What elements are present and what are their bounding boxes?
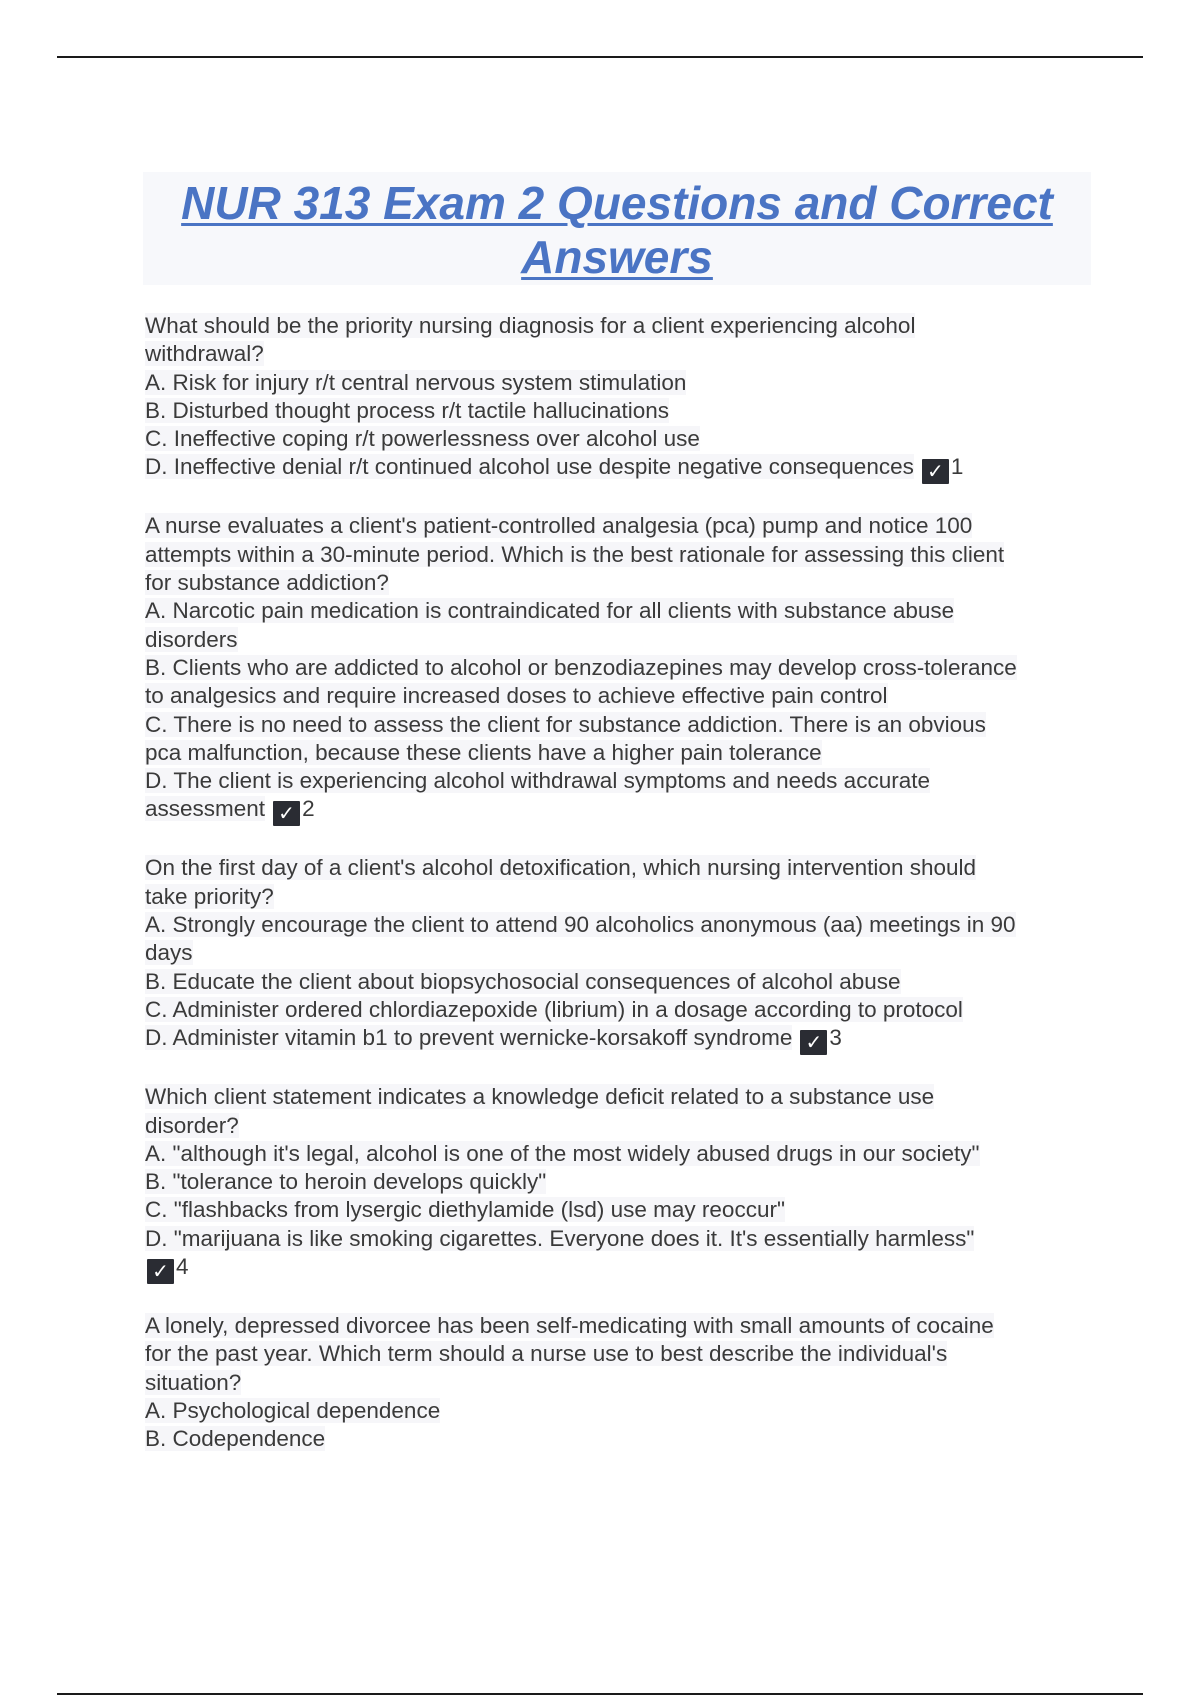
option-d: D. Ineffective denial r/t continued alcohol use despite negative consequences ✓ 1: [145, 454, 964, 484]
answer-number: 1: [950, 454, 964, 480]
option-c: C. There is no need to assess the client for substance addiction. There is an obvious: [145, 711, 986, 737]
option-a: A. "although it's legal, alcohol is one of the most widely abused drugs in our society": [145, 1140, 980, 1166]
option-b: B. Educate the client about biopsychosocial consequences of alcohol abuse: [145, 968, 901, 994]
answer-line: [145, 1253, 1090, 1284]
option-b: B. Clients who are addicted to alcohol or benzodiazepines may develop cross-tolerance: [145, 654, 1017, 680]
page-title: [143, 172, 1091, 284]
question-stem-line: take priority?: [145, 883, 274, 909]
question-stem-line: On the first day of a client's alcohol detoxification, which nursing intervention should: [145, 855, 977, 881]
footer-rule: [57, 1693, 1143, 1695]
option-c-continued: pca malfunction, because these clients have a higher pain tolerance: [145, 739, 822, 765]
option-c: C. Ineffective coping r/t powerlessness over alcohol use: [145, 426, 700, 452]
option-d: D. Administer vitamin b1 to prevent wernicke-korsakoff syndrome ✓ 3: [145, 1025, 842, 1055]
answer-number: 2: [302, 796, 315, 822]
question-stem-line: withdrawal?: [145, 341, 264, 367]
option-b: B. Codependence: [145, 1426, 326, 1452]
question-stem-line: for substance addiction?: [145, 570, 389, 596]
title-line-1: NUR 313 Exam 2 Questions and Correct: [181, 177, 1053, 229]
option-b-continued: to analgesics and require increased doses to achieve effective pain control: [145, 683, 888, 709]
option-a-continued: disorders: [145, 626, 238, 652]
option-a: A. Strongly encourage the client to attend 90 alcoholics anonymous (aa) meetings in 90: [145, 912, 1016, 938]
check-box-icon: ✓: [800, 1030, 827, 1055]
option-b: B. "tolerance to heroin develops quickly": [145, 1169, 547, 1195]
check-box-icon: ✓: [922, 459, 949, 484]
question-stem-line: A nurse evaluates a client's patient-controlled analgesia (pca) pump and notice 100: [145, 513, 973, 539]
title-box: [143, 172, 1091, 285]
option-a-continued: days: [145, 940, 193, 966]
question-4: [145, 1083, 1090, 1284]
option-b: B. Disturbed thought process r/t tactile hallucinations: [145, 397, 670, 423]
option-d: D. "marijuana is like smoking cigarettes. Everyone does it. It's essentially harmless": [145, 1225, 975, 1251]
check-box-icon: ✓: [147, 1259, 174, 1284]
question-list: [145, 312, 1090, 1482]
question-2: [145, 512, 1090, 826]
option-c: C. "flashbacks from lysergic diethylamide (lsd) use may reoccur": [145, 1197, 785, 1223]
question-stem-line: disorder?: [145, 1112, 239, 1138]
question-3: [145, 854, 1090, 1055]
answer-number: 4: [176, 1254, 189, 1280]
option-c: C. Administer ordered chlordiazepoxide (librium) in a dosage according to protocol: [145, 996, 963, 1022]
answer-number: 3: [829, 1025, 842, 1051]
question-stem-line: for the past year. Which term should a nurse use to best describe the individual's: [145, 1341, 948, 1367]
option-d: D. The client is experiencing alcohol withdrawal symptoms and needs accurate: [145, 768, 930, 794]
question-stem-line: A lonely, depressed divorcee has been self-medicating with small amounts of cocaine: [145, 1313, 994, 1339]
header-rule: [57, 56, 1143, 58]
question-stem-line: situation?: [145, 1369, 242, 1395]
question-1: [145, 312, 1090, 484]
option-a: A. Narcotic pain medication is contraindicated for all clients with substance abuse: [145, 598, 955, 624]
question-5: [145, 1312, 1090, 1453]
option-a: A. Risk for injury r/t central nervous system stimulation: [145, 369, 687, 395]
option-a: A. Psychological dependence: [145, 1397, 441, 1423]
question-stem-line: Which client statement indicates a knowledge deficit related to a substance use: [145, 1084, 935, 1110]
check-box-icon: ✓: [273, 801, 300, 826]
title-line-2: Answers: [521, 231, 713, 283]
option-d-continued: assessment ✓ 2: [145, 796, 315, 826]
question-stem-line: What should be the priority nursing diagnosis for a client experiencing alcohol: [145, 313, 916, 338]
question-stem-line: attempts within a 30-minute period. Which is the best rationale for assessing this client: [145, 541, 1005, 567]
